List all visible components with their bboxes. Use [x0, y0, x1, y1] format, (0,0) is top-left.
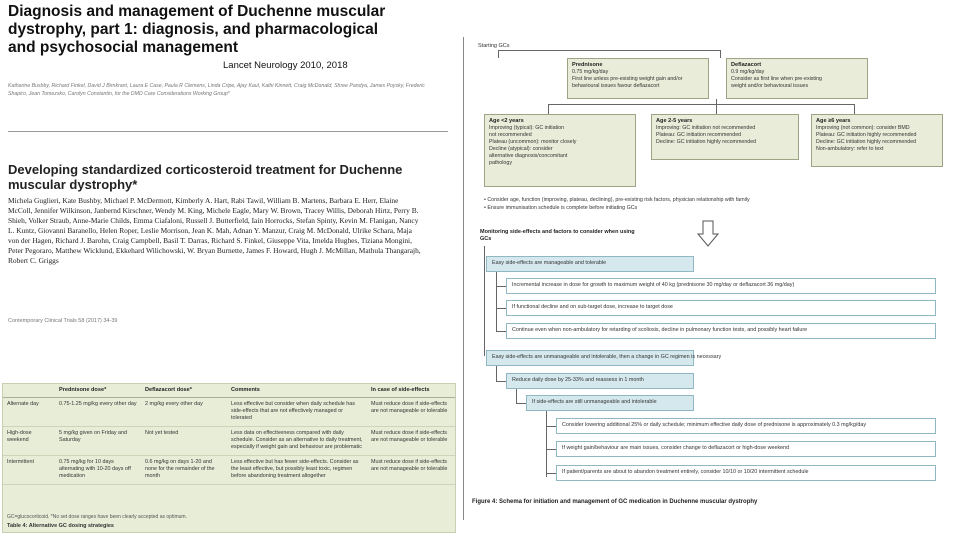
table-cell: 0.75 mg/kg for 10 days alternating with 10-20 days off medication [55, 456, 141, 485]
table-header-row [3, 384, 455, 398]
prednisone-title: Prednisone [572, 62, 603, 68]
age-6-plus-box [811, 114, 943, 167]
age-under-2-box [484, 114, 636, 187]
connector [498, 50, 499, 58]
deflazacort-title: Deflazacort [731, 62, 762, 68]
age-under-2-title: Age <2 years [489, 118, 524, 124]
flow-step: Consider lowering additional 25% or daily schedule; minimum effective daily dose of prednisone is approximately 0.3 mg/kg/day [556, 418, 936, 434]
dosing-table-panel [2, 383, 456, 533]
flow-step: If side-effects are still unmanageable and intolerable [526, 395, 694, 411]
figure-caption: Figure 4: Schema for initiation and management of GC medication in Duchenne muscular dystrophy [472, 499, 758, 505]
citation-label: Lancet Neurology 2010, 2018 [223, 60, 348, 71]
box-line: Consider as first line when pre-existing [731, 76, 822, 82]
flow-step: Reduce daily dose by 25-33% and reassess in 1 month [506, 373, 694, 389]
figure-border [463, 37, 464, 520]
connector [496, 272, 497, 332]
connector [496, 286, 506, 287]
connector [854, 104, 855, 114]
table-row [3, 456, 455, 485]
table-cell: Must reduce dose if side-effects are not manageable or tolerable [367, 427, 455, 456]
author-list-second: Michela Guglieri, Kate Bushby, Michael P. McDermott, Kimberly A. Hart, Rabi Tawil, William B. Martens, Barbara E. Herr, Elaine McColl, Jennifer Wilkinson, Janbernd Kirschner, Wendy M. King, Michele Eagle, Mary W. Brown, Tracey Willis, Deborah Hirtz, Perry B. Shieh, Volker Straub, Anne-Marie Childs, Emma Ciafaloni, Russell J. Butterfield, Iain Horrocks, Stefan Spinty, Kevin M. Flanigan, Nancy L. Kuntz, Giovanni Baranello, Helen Roper, Leslie Morrison, Jean K. Mah, Adnan Y. Manzur, Craig M. McDonald, Ulrike Schara, Maja von der Hagen, Richard J. Barohn, Craig Campbell, Basil T. Darras, Richard S. Finkel, Giuseppe Vita, Imelda Hughes, Tiziana Mongini, Peter Pegoraro, Matthew Wicklund, Ekkehard Wilichowski, W. Bryan Burnette, James F. Howard, Hugh J. McMillan, Mathula Thangarajh, Robert C. Griggs [8, 196, 421, 265]
flow-step: Easy side-effects are unmanageable and intolerable, then a change in GC regimen is necessary [486, 350, 694, 366]
note-item: • Consider age, function (improving, plateau, declining), pre-existing risk factors, physician relationship with family [484, 196, 934, 204]
table-cell: 2 mg/kg every other day [141, 398, 227, 427]
author-list-first: Katharine Bushby, Richard Finkel, David J Birnkrant, Laura E Case, Paula R Clemens, Linda Cripe, Ajay Kaul, Kathi Kinnett, Craig McDonald, Shree Pandya, James Poysky, Frederic Shapiro, Jean Tomezsko, Carolyn Constantin, for the DMD Care Considerations Working Group* [8, 83, 425, 97]
journal-reference: Contemporary Clinical Trials 58 (2017) 34-39 [8, 318, 118, 324]
box-line: Plateau (uncommon): monitor closely [489, 139, 577, 145]
connector [548, 104, 549, 114]
connector [496, 308, 506, 309]
connector [720, 50, 721, 58]
table-cell: Not yet tested [141, 427, 227, 456]
table-cell: 5 mg/kg given on Friday and Saturday [55, 427, 141, 456]
connector [496, 331, 506, 332]
box-line: Plateau: GC initiation recommended [656, 132, 742, 138]
table-header: Prednisone dose* [55, 384, 141, 398]
flow-step: Continue even when non-ambulatory for retarding of scoliosis, decline in pulmonary function tests, and possibly heart failure [506, 323, 936, 339]
table-cell: Alternate day [3, 398, 55, 427]
table-header [3, 384, 55, 398]
age-6-plus-title: Age ≥6 years [816, 118, 851, 124]
connector [484, 246, 485, 356]
table-cell: High-dose weekend [3, 427, 55, 456]
table-cell: Less data on effectiveness compared with daily schedule. Consider as an alternative to daily treatment, especially if weight gain and behaviour are problematic [227, 427, 367, 456]
box-line: pathology [489, 160, 512, 166]
table-cell: 0.6 mg/kg on days 1-20 and none for the remainder of the month [141, 456, 227, 485]
box-line: behavioural issues favour deflazacort [572, 83, 660, 89]
table-cell: 0.75-1.25 mg/kg every other day [55, 398, 141, 427]
dosing-table [3, 384, 455, 485]
flow-step: Incremental increase in dose for growth to maximum weight of 40 kg (prednisone 30 mg/day or deflazacort 36 mg/day) [506, 278, 936, 294]
box-line: not recommended [489, 132, 532, 138]
table-row [3, 427, 455, 456]
table-cell: Must reduce dose if side-effects are not manageable or tolerable [367, 398, 455, 427]
connector [716, 99, 717, 114]
connector [516, 389, 517, 403]
connector [546, 449, 556, 450]
note-item: • Ensure immunisation schedule is complete before initiating GCs [484, 204, 934, 212]
paper-title: Diagnosis and management of Duchenne muscular dystrophy, part 1: diagnosis, and pharmacological and psychosocial management [8, 3, 386, 56]
table-cell: Less effective but consider when daily schedule has side-effects that are not effectively managed or tolerated [227, 398, 367, 427]
flow-step: If functional decline and on sub-target dose, increase to target dose [506, 300, 936, 316]
box-line: alternative diagnosis/concomitant [489, 153, 568, 159]
connector [516, 403, 526, 404]
box-line: weight and/or behavioural issues [731, 83, 809, 89]
box-line: 0.75 mg/kg/day [572, 69, 609, 75]
box-line: First line unless pre-existing weight gain and/or [572, 76, 683, 82]
flow-step: Easy side-effects are manageable and tolerable [486, 256, 694, 272]
divider [8, 131, 448, 132]
left-article-panel [0, 0, 455, 540]
connector [546, 473, 556, 474]
down-arrow-icon [697, 220, 719, 248]
table-footnote: GC=glucocorticoid. *No set dose ranges have been clearly accepted as optimum. [7, 514, 187, 520]
connector [498, 50, 720, 51]
age-2-5-title: Age 2-5 years [656, 118, 693, 124]
table-cell: Must reduce dose if side-effects are not manageable or tolerable [367, 456, 455, 485]
second-paper-title: Developing standardized corticosteroid treatment for Duchenne muscular dystrophy* [8, 162, 403, 192]
table-header: Comments [227, 384, 367, 398]
notes-list [484, 196, 934, 212]
start-label: Starting GCs [478, 43, 510, 49]
box-line: Non-ambulatory: refer to text [816, 146, 884, 152]
connector [546, 426, 556, 427]
box-line: Decline: GC initiation highly recommended [816, 139, 917, 145]
monitoring-heading: Monitoring side-effects and factors to consider when using GCs [480, 229, 635, 242]
connector [546, 411, 547, 477]
table-cell: Intermittent [3, 456, 55, 485]
box-line: Improving: GC initiation not recommended [656, 125, 756, 131]
table-header: Deflazacort dose* [141, 384, 227, 398]
table-caption: Table 4: Alternative GC dosing strategies [7, 523, 114, 529]
connector [496, 366, 497, 382]
connector [548, 104, 854, 105]
age-2-5-box [651, 114, 799, 160]
box-line: 0.9 mg/kg/day [731, 69, 765, 75]
table-row [3, 398, 455, 427]
box-line: Improving (not common): consider BMD [816, 125, 910, 131]
connector [496, 381, 506, 382]
box-line: Improving (typical): GC initiation [489, 125, 565, 131]
box-line: Decline: GC initiation highly recommended [656, 139, 757, 145]
prednisone-box [567, 58, 709, 99]
box-line: Decline (atypical): consider [489, 146, 553, 152]
flow-step: If patient/parents are about to abandon treatment entirely, consider 10/10 or 10/20 intermittent schedule [556, 465, 936, 481]
flow-step: If weight gain/behaviour are main issues, consider change to deflazacort or high-dose weekend [556, 441, 936, 457]
box-line: Plateau: GC initiation highly recommended [816, 132, 917, 138]
deflazacort-box [726, 58, 868, 99]
table-cell: Less effective but has fewer side-effects. Consider as the least effective, but possibly least toxic, regimen before abandoning treatment altogether [227, 456, 367, 485]
table-header: In case of side-effects [367, 384, 455, 398]
